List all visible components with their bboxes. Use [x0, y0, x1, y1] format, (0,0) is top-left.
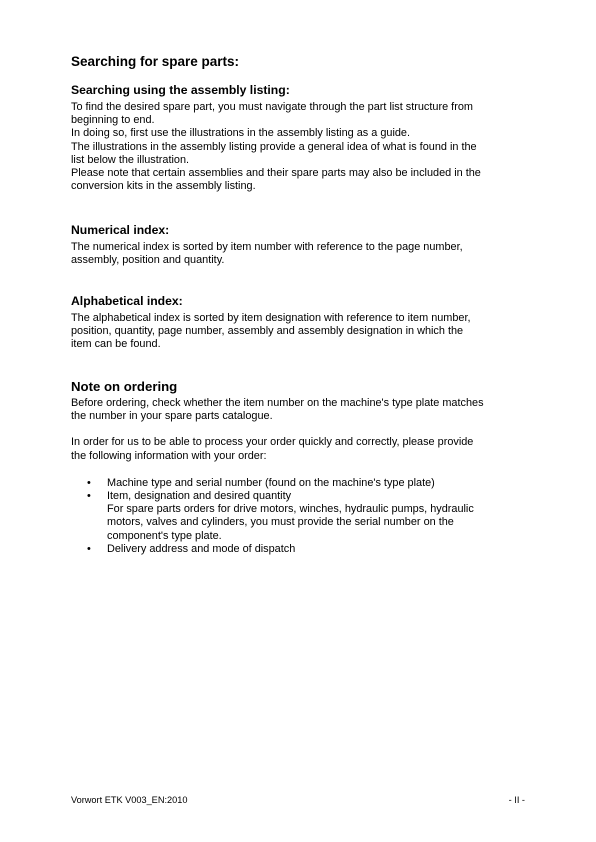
- list-item: [71, 477, 533, 490]
- assembly-line: beginning to end.: [71, 114, 155, 127]
- ordering-para-line: the number in your spare parts catalogue.: [71, 410, 273, 423]
- assembly-line: conversion kits in the assembly listing.: [71, 180, 256, 193]
- ordering-para-line: the following information with your order:: [71, 449, 267, 462]
- numerical-index-line: assembly, position and quantity.: [71, 254, 225, 267]
- footer-page-number: - II -: [508, 795, 525, 805]
- alphabetical-index-line: The alphabetical index is sorted by item designation with reference to item number,: [71, 312, 471, 324]
- list-item: [71, 543, 533, 556]
- list-item-text: Item, designation and desired quantity: [107, 490, 292, 503]
- ordering-para-line: Before ordering, check whether the item number on the machine's type plate matches: [71, 397, 484, 409]
- assembly-line: list below the illustration.: [71, 153, 190, 166]
- ordering-section: [71, 379, 533, 556]
- alphabetical-index-section: [71, 294, 533, 352]
- numerical-index-section: [71, 223, 533, 267]
- alphabetical-index-line: item can be found.: [71, 338, 161, 351]
- list-item: [71, 490, 533, 543]
- assembly-heading: Searching using the assembly listing:: [71, 83, 290, 97]
- alphabetical-index-heading: Alphabetical index:: [71, 294, 183, 308]
- ordering-heading: Note on ordering: [71, 379, 178, 394]
- footer-left: Vorwort ETK V003_EN:2010: [71, 795, 188, 805]
- assembly-line: Please note that certain assemblies and their spare parts may also be included in the: [71, 167, 481, 180]
- assembly-section: [71, 83, 533, 193]
- bullet-icon: •: [87, 490, 91, 503]
- assembly-line: The illustrations in the assembly listing provide a general idea of what is found in the: [71, 140, 477, 153]
- bullet-icon: •: [87, 476, 91, 489]
- page-title: Searching for spare parts:: [71, 54, 240, 69]
- numerical-index-heading: Numerical index:: [71, 223, 170, 237]
- order-info-list: [71, 477, 533, 556]
- alphabetical-index-line: position, quantity, page number, assembly and assembly designation in which the: [71, 325, 464, 338]
- assembly-line: In doing so, first use the illustrations in the assembly listing as a guide.: [71, 127, 410, 140]
- numerical-index-line: The numerical index is sorted by item number with reference to the page number,: [71, 241, 463, 253]
- list-item-text: Machine type and serial number (found on the machine's type plate): [107, 476, 435, 489]
- assembly-line: To find the desired spare part, you must navigate through the part list structure from: [71, 101, 473, 113]
- ordering-para-line: In order for us to be able to process your order quickly and correctly, please provide: [71, 436, 474, 449]
- list-item-text: For spare parts orders for drive motors, winches, hydraulic pumps, hydraulic: [107, 503, 474, 516]
- list-item-text: component's type plate.: [107, 529, 222, 542]
- bullet-icon: •: [87, 542, 91, 555]
- list-item-text: Delivery address and mode of dispatch: [107, 542, 296, 555]
- list-item-text: motors, valves and cylinders, you must provide the serial number on the: [107, 516, 454, 529]
